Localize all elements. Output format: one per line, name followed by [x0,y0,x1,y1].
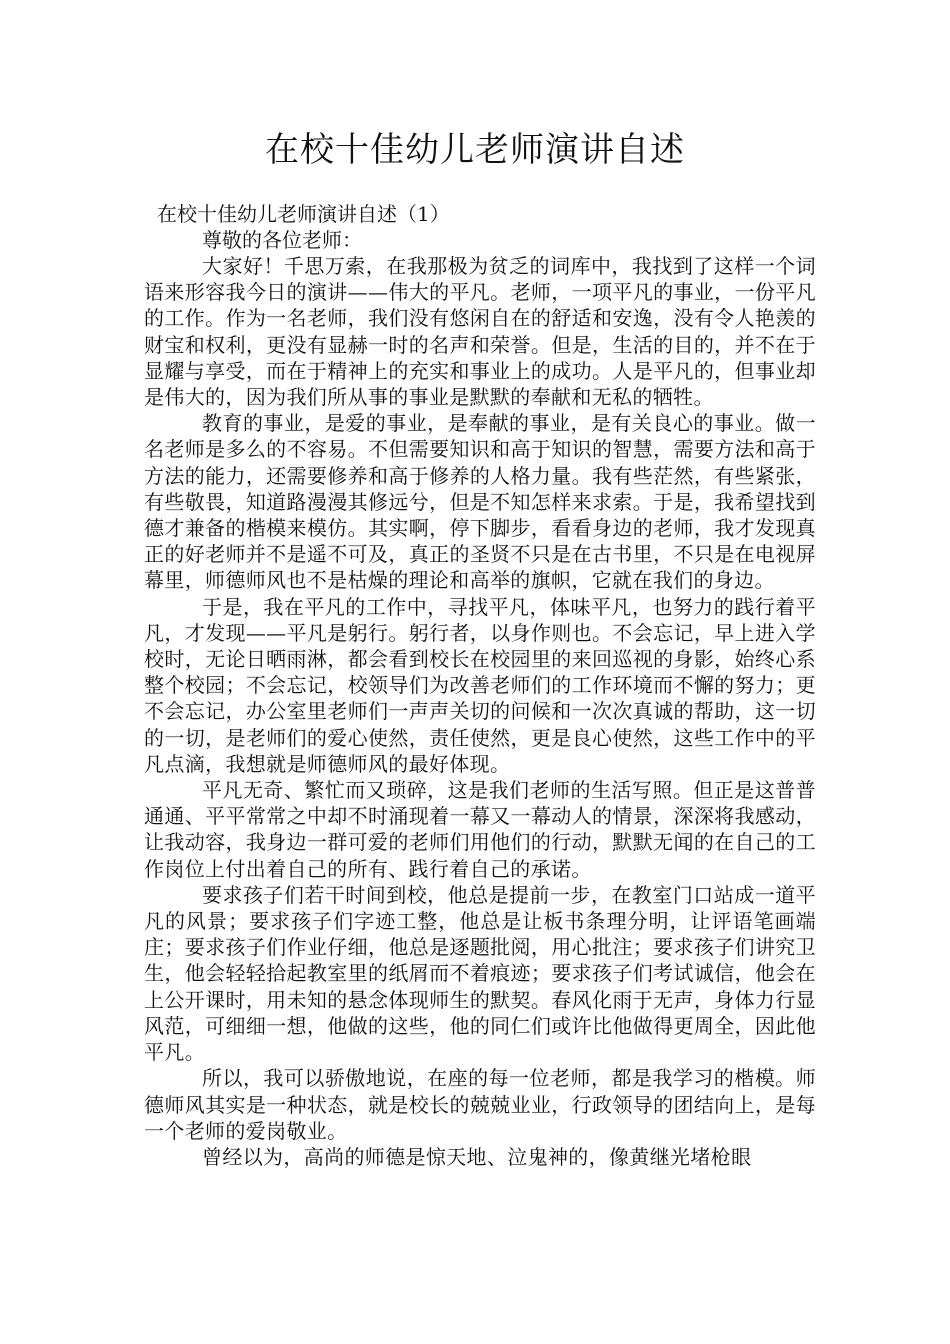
paragraph: 所以，我可以骄傲地说，在座的每一位老师，都是我学习的楷模。师德师风其实是一种状态，就是校长的兢兢业业，行政领导的团结向上，是每一个老师的爱岗敬业。 [144,1066,816,1143]
paragraph: 教育的事业，是爱的事业，是奉献的事业，是有关良心的事业。做一名老师是多么的不容易。不但需要知识和高于知识的智慧，需要方法和高于方法的能力，还需要修养和高于修养的人格力量。我有些茫然，有些紧张，有些敬畏，知道路漫漫其修远兮，但是不知怎样来求索。于是，我希望找到德才兼备的楷模来模仿。其实啊，停下脚步，看看身边的老师，我才发现真正的好老师并不是遥不可及，真正的圣贤不只是在古书里，不只是在电视屏幕里，师德师风也不是枯燥的理论和高举的旗帜，它就在我们的身边。 [144,411,816,593]
document-title: 在校十佳幼儿老师演讲自述 [265,130,685,170]
paragraph: 要求孩子们若干时间到校，他总是提前一步，在教室门口站成一道平凡的风景；要求孩子们字迹工整，他总是让板书条理分明，让评语笔画端庄；要求孩子们作业仔细，他总是逐题批阅，用心批注；要求孩子们讲究卫生，他会轻轻拾起教室里的纸屑而不着痕迹；要求孩子们考试诚信，他会在上公开课时，用未知的悬念体现师生的默契。春风化雨于无声，身体力行显风范，可细细一想，他做的这些，他的同仁们或许比他做得更周全，因此他平凡。 [144,882,816,1065]
paragraph: 平凡无奇、繁忙而又琐碎，这是我们老师的生活写照。但正是这普普通通、平平常常之中却不时涌现着一幕又一幕动人的情景，深深将我感动，让我动容，我身边一群可爱的老师们用他们的行动，默默无闻的在自己的工作岗位上付出着自己的所有、践行着自己的承诺。 [144,778,816,881]
greeting-line: 尊敬的各位老师： [202,228,362,252]
paragraph: 曾经以为，高尚的师德是惊天地、泣鬼神的，像黄继光堵枪眼 [202,1144,752,1169]
body-text [144,253,816,1170]
paragraph: 于是，我在平凡的工作中，寻找平凡，体味平凡，也努力的践行着平凡，才发现——平凡是躬行。躬行者，以身作则也。不会忘记，早上进入学校时，无论日晒雨淋，都会看到校长在校园里的来回巡视的身影，始终心系整个校园；不会忘记，校领导们为改善老师们的工作环境而不懈的努力；更不会忘记，办公室里老师们一声声关切的问候和一次次真诚的帮助，这一切的一切，是老师们的爱心使然，责任使然，更是良心使然，这些工作中的平凡点滴，我想就是师德师风的最好体现。 [144,594,816,776]
paragraph: 大家好！千思万索，在我那极为贫乏的词库中，我找到了这样一个词语来形容我今日的演讲——伟大的平凡。老师，一项平凡的事业，一份平凡的工作。作为一名老师，我们没有悠闲自在的舒适和安逸，没有令人艳羡的财宝和权利，更没有显赫一时的名声和荣誉。但是，生活的目的，并不在于显耀与享受，而在于精神上的充实和事业上的成功。人是平凡的，但事业却是伟大的，因为我们所从事的事业是默默的奉献和无私的牺牲。 [144,254,816,410]
section-heading: 在校十佳幼儿老师演讲自述（1） [157,202,450,226]
